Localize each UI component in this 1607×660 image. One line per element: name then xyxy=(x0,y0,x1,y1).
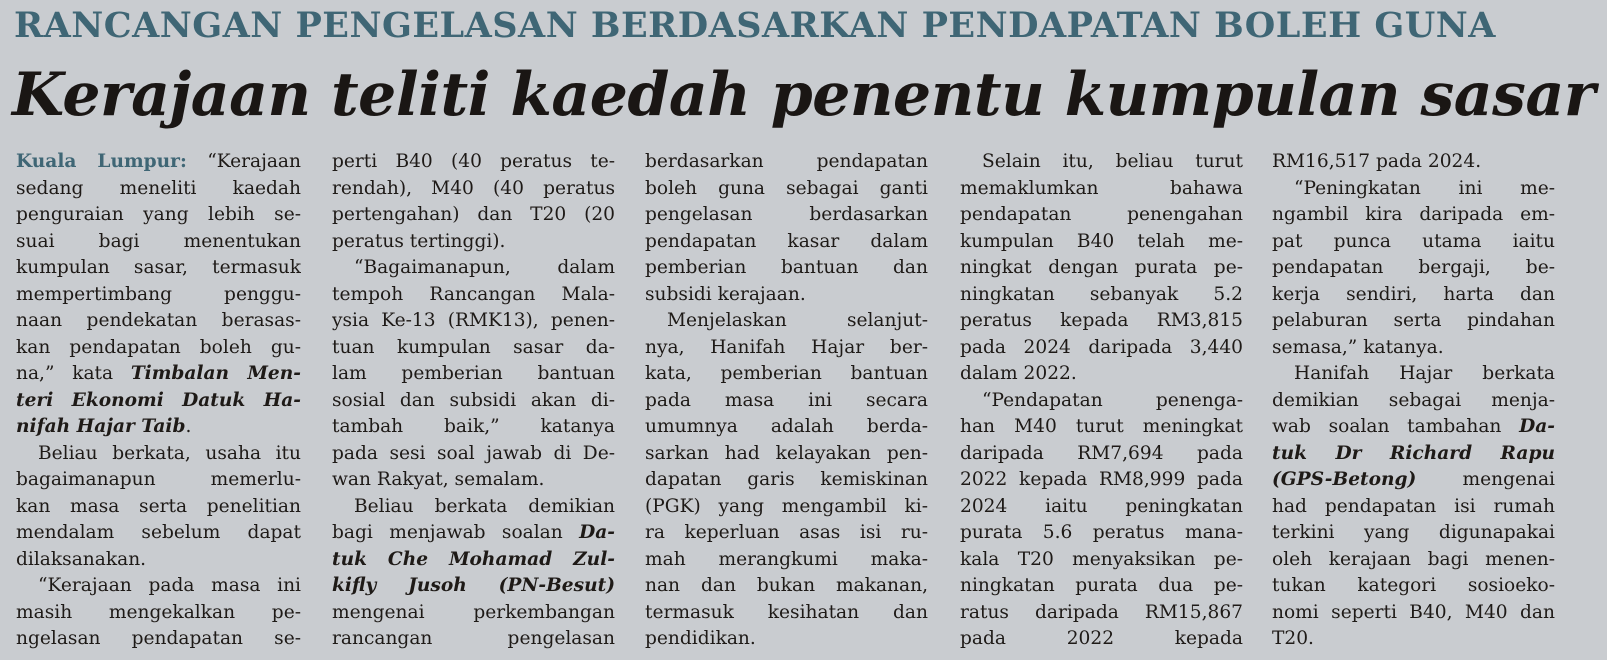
text-line xyxy=(332,414,615,441)
text-line xyxy=(960,149,1243,176)
text-line xyxy=(1272,600,1555,627)
text-segment: “Kerajaan xyxy=(186,151,301,172)
text-line xyxy=(16,467,301,494)
text-line xyxy=(332,494,615,521)
text-segment: na,” kata xyxy=(16,363,131,384)
text-segment: RM16,517 pada 2024. xyxy=(1272,151,1482,172)
text-line xyxy=(1272,361,1555,388)
text-line xyxy=(645,229,928,256)
text-segment: “Peningkatan ini me- xyxy=(1294,177,1555,199)
text-segment: umumnya adalah berda- xyxy=(645,416,928,437)
text-segment: termasuk kesihatan dan xyxy=(645,601,928,623)
text-segment: mempertimbang penggu- xyxy=(16,283,301,305)
text-segment: tukan kategori sosioeko- xyxy=(1272,575,1555,596)
text-line xyxy=(645,308,928,335)
text-line xyxy=(1272,441,1555,468)
text-line xyxy=(645,176,928,203)
text-line xyxy=(16,388,301,415)
text-segment: ngelasan pendapatan se- xyxy=(16,628,301,649)
text-segment: rendah), M40 (40 peratus xyxy=(332,177,615,199)
text-segment: Hanifah Hajar berkata xyxy=(1294,363,1555,384)
text-segment: perti B40 (40 peratus te- xyxy=(332,151,615,172)
text-segment: ra keperluan asas isi ru- xyxy=(645,522,928,543)
text-segment: kan pendapatan boleh gu- xyxy=(16,336,301,358)
text-segment: mendalam sebelum dapat xyxy=(16,522,301,543)
text-line xyxy=(960,202,1243,229)
text-line xyxy=(960,494,1243,521)
text-line xyxy=(960,229,1243,256)
text-segment: (PGK) yang mengambil ki- xyxy=(645,495,928,517)
text-line xyxy=(645,547,928,574)
text-line xyxy=(332,520,615,547)
text-line xyxy=(16,600,301,627)
text-segment: ngambil kira daripada em- xyxy=(1272,204,1555,225)
text-segment: pertengahan) dan T20 (20 xyxy=(332,204,615,225)
text-line xyxy=(960,176,1243,203)
text-line xyxy=(960,600,1243,627)
text-line xyxy=(960,626,1243,653)
text-line xyxy=(16,547,301,574)
text-segment: sarkan had kelayakan pen- xyxy=(645,442,928,464)
text-segment: pada 2024 daripada 3,440 xyxy=(960,336,1243,358)
text-line xyxy=(960,282,1243,309)
text-line xyxy=(1272,388,1555,415)
text-segment: sosial dan subsidi akan di- xyxy=(332,389,615,411)
text-line xyxy=(645,520,928,547)
text-segment: peratus tertinggi). xyxy=(332,230,506,252)
text-line xyxy=(1272,282,1555,309)
text-segment: ningkatan purata dua pe- xyxy=(960,575,1243,596)
text-segment: pendapatan kasar dalam xyxy=(645,230,928,252)
text-segment: dilaksanakan. xyxy=(16,548,147,570)
text-line xyxy=(1272,149,1555,176)
text-line xyxy=(332,573,615,600)
article-column-1 xyxy=(16,149,301,653)
text-segment: naan pendekatan berasas- xyxy=(16,310,301,331)
person-name-emphasis: nifah Hajar Taib xyxy=(16,416,186,437)
person-name-emphasis: tuk Dr Richard Rapu xyxy=(1272,442,1555,464)
text-line xyxy=(960,388,1243,415)
text-line xyxy=(645,414,928,441)
text-line xyxy=(1272,335,1555,362)
text-line xyxy=(16,176,301,203)
text-segment: nomi seperti B40, M40 dan xyxy=(1272,601,1555,623)
text-line xyxy=(1272,229,1555,256)
text-segment: oleh kerajaan bagi menen- xyxy=(1272,548,1555,570)
text-segment: demikian sebagai menja- xyxy=(1272,389,1555,411)
text-segment: kata, pemberian bantuan xyxy=(645,363,928,384)
text-line xyxy=(332,308,615,335)
text-segment: kerja sendiri, harta dan xyxy=(1272,283,1555,305)
text-segment: ningkat dengan purata pe- xyxy=(960,257,1243,278)
person-name-emphasis: kifly Jusoh (PN-Besut) xyxy=(332,575,615,596)
text-line xyxy=(960,361,1243,388)
text-segment: dapatan garis kemiskinan xyxy=(645,469,928,490)
text-line xyxy=(16,229,301,256)
text-segment: penguraian yang lebih se- xyxy=(16,204,301,225)
text-line xyxy=(332,282,615,309)
text-segment: pada masa ini secara xyxy=(645,389,928,411)
text-line xyxy=(645,335,928,362)
text-segment: ningkatan sebanyak 5.2 xyxy=(960,283,1243,305)
text-line xyxy=(332,202,615,229)
text-segment: bagi menjawab soalan xyxy=(332,522,580,543)
text-segment: memaklumkan bahawa xyxy=(960,177,1243,199)
text-line xyxy=(960,414,1243,441)
person-name-emphasis: teri Ekonomi Datuk Ha- xyxy=(16,389,301,411)
text-segment: pendidikan. xyxy=(645,628,756,649)
text-segment: berdasarkan pendapatan xyxy=(645,151,928,172)
text-line xyxy=(16,149,301,176)
text-segment: suai bagi menentukan xyxy=(16,230,301,252)
text-line xyxy=(645,361,928,388)
text-line xyxy=(1272,202,1555,229)
text-line xyxy=(1272,308,1555,335)
text-line xyxy=(645,202,928,229)
text-segment: tuan kumpulan sasar da- xyxy=(332,336,615,358)
dateline: Kuala Lumpur: xyxy=(16,151,187,172)
text-segment: 2022 kepada RM8,999 pada xyxy=(960,469,1243,490)
text-line xyxy=(1272,467,1555,494)
text-line xyxy=(960,335,1243,362)
person-name-emphasis: tuk Che Mohamad Zul- xyxy=(332,548,615,570)
text-segment: Menjelaskan selanjut- xyxy=(667,310,928,331)
text-segment: ratus daripada RM15,867 xyxy=(960,601,1243,623)
text-segment: kumpulan sasar, termasuk xyxy=(16,257,301,278)
person-name-emphasis: Da- xyxy=(579,522,615,543)
text-line xyxy=(332,547,615,574)
article-column-4 xyxy=(960,149,1243,653)
text-line xyxy=(16,282,301,309)
text-line xyxy=(16,573,301,600)
text-line xyxy=(645,494,928,521)
article-column-3 xyxy=(645,149,928,653)
text-line xyxy=(645,600,928,627)
text-line xyxy=(645,441,928,468)
text-segment: kumpulan B40 telah me- xyxy=(960,230,1243,252)
person-name-emphasis: Timbalan Men- xyxy=(130,363,301,384)
text-line xyxy=(332,176,615,203)
text-segment: “Pendapatan penenga- xyxy=(982,389,1243,411)
text-line xyxy=(16,202,301,229)
person-name-emphasis: (GPS-Betong) xyxy=(1272,469,1417,490)
text-line xyxy=(16,494,301,521)
text-segment: had pendapatan isi rumah xyxy=(1272,495,1555,517)
text-segment: “Bagaimanapun, dalam xyxy=(354,257,615,278)
text-line xyxy=(645,388,928,415)
text-line xyxy=(960,255,1243,282)
text-line xyxy=(332,255,615,282)
text-line xyxy=(645,255,928,282)
text-line xyxy=(16,441,301,468)
text-segment: tempoh Rancangan Mala- xyxy=(332,283,615,305)
text-segment: nan dan bukan makanan, xyxy=(645,575,928,596)
text-segment: han M40 turut meningkat xyxy=(960,416,1243,437)
text-line xyxy=(332,626,615,653)
text-line xyxy=(960,547,1243,574)
text-line xyxy=(1272,573,1555,600)
text-segment: pengelasan berdasarkan xyxy=(645,204,928,225)
text-segment: pendapatan bergaji, be- xyxy=(1272,257,1555,278)
text-segment: Selain itu, beliau turut xyxy=(982,151,1243,172)
text-segment: kan masa serta penelitian xyxy=(16,495,301,517)
text-line xyxy=(16,335,301,362)
person-name-emphasis: Da- xyxy=(1519,416,1555,437)
text-segment: nya, Hanifah Hajar ber- xyxy=(645,336,928,358)
text-line xyxy=(1272,494,1555,521)
text-line xyxy=(332,467,615,494)
text-segment: pendapatan penengahan xyxy=(960,204,1243,225)
text-line xyxy=(1272,255,1555,282)
text-segment: tambah baik,” katanya xyxy=(332,416,615,437)
text-line xyxy=(1272,414,1555,441)
text-line xyxy=(1272,176,1555,203)
text-segment: pada sesi soal jawab di De- xyxy=(332,442,615,464)
text-segment: boleh guna sebagai ganti xyxy=(645,177,928,199)
text-line xyxy=(16,255,301,282)
text-line xyxy=(16,308,301,335)
text-segment: Beliau berkata, usaha itu xyxy=(38,442,301,464)
text-line xyxy=(645,626,928,653)
text-segment: T20. xyxy=(1272,628,1314,649)
text-line xyxy=(1272,520,1555,547)
text-segment: . xyxy=(185,416,192,437)
text-line xyxy=(960,573,1243,600)
article-column-5 xyxy=(1272,149,1555,653)
text-line xyxy=(332,361,615,388)
text-line xyxy=(16,414,301,441)
text-segment: lam pemberian bantuan xyxy=(332,363,615,384)
text-segment: semasa,” katanya. xyxy=(1272,336,1444,358)
text-line xyxy=(960,308,1243,335)
text-line xyxy=(960,467,1243,494)
text-line xyxy=(645,149,928,176)
text-line xyxy=(332,388,615,415)
text-segment: rancangan pengelasan xyxy=(332,628,615,649)
text-segment: pemberian bantuan dan xyxy=(645,257,928,278)
text-line xyxy=(1272,547,1555,574)
text-segment: “Kerajaan pada masa ini xyxy=(38,575,301,596)
text-line xyxy=(960,520,1243,547)
text-segment: sedang meneliti kaedah xyxy=(16,177,301,199)
text-line xyxy=(332,335,615,362)
text-segment: pat punca utama iaitu xyxy=(1272,230,1555,252)
article-kicker: RANCANGAN PENGELASAN BERDASARKAN PENDAPATAN BOLEH GUNA xyxy=(14,5,1496,46)
text-segment: masih mengekalkan pe- xyxy=(16,601,301,623)
text-segment: 2024 iaitu peningkatan xyxy=(960,495,1243,517)
text-segment: mengenai perkembangan xyxy=(332,601,615,623)
text-segment: subsidi kerajaan. xyxy=(645,283,806,305)
text-line xyxy=(332,600,615,627)
article-headline: Kerajaan teliti kaedah penentu kumpulan sasar xyxy=(12,60,1595,130)
text-line xyxy=(645,573,928,600)
text-segment: wan Rakyat, semalam. xyxy=(332,469,545,490)
text-segment: wab soalan tambahan xyxy=(1272,416,1520,437)
text-segment: mah merangkumi maka- xyxy=(645,548,928,570)
text-line xyxy=(1272,626,1555,653)
text-line xyxy=(645,467,928,494)
text-line xyxy=(16,520,301,547)
text-segment: bagaimanapun memerlu- xyxy=(16,469,301,490)
text-line xyxy=(16,361,301,388)
text-line xyxy=(16,626,301,653)
text-line xyxy=(645,282,928,309)
text-segment: kala T20 menyaksikan pe- xyxy=(960,548,1243,570)
text-line xyxy=(332,441,615,468)
text-line xyxy=(332,149,615,176)
text-segment: ysia Ke-13 (RMK13), penen- xyxy=(332,310,615,331)
text-segment: mengenai xyxy=(1416,469,1555,490)
text-segment: terkini yang digunapakai xyxy=(1272,522,1555,543)
article-column-2 xyxy=(332,149,615,653)
text-segment: Beliau berkata demikian xyxy=(354,495,615,517)
text-segment: pelaburan serta pindahan xyxy=(1272,310,1555,331)
text-line xyxy=(960,441,1243,468)
text-line xyxy=(332,229,615,256)
text-segment: daripada RM7,694 pada xyxy=(960,442,1243,464)
text-segment: peratus kepada RM3,815 xyxy=(960,310,1243,331)
text-segment: purata 5.6 peratus mana- xyxy=(960,522,1243,543)
text-segment: pada 2022 kepada xyxy=(960,628,1243,649)
text-segment: dalam 2022. xyxy=(960,363,1077,384)
